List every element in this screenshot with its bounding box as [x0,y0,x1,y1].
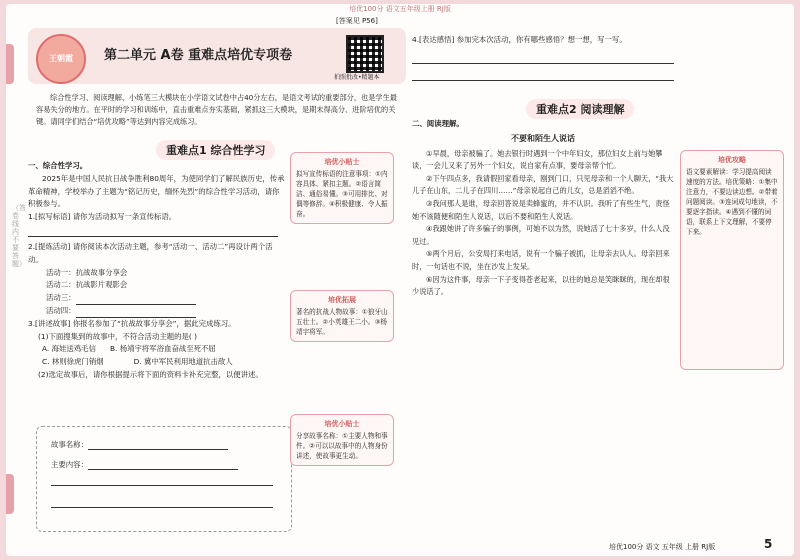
answer-line[interactable] [51,485,273,486]
answer-line[interactable] [51,507,273,508]
story-paragraph: ④我跟她讲了许多骗子的事例，可她不以为然，说她活了七十多岁，什么人没见过。 [412,224,670,246]
answer-line[interactable] [88,459,238,470]
question-2: 2.[提炼活动] 请你阅读本次活动主题，参考“活动一、活动二”再设计两个活动。 [28,241,273,264]
question-3b: (2)选定故事后，请你根据提示将下面的资料卡补充完整，以便讲述。 [38,369,263,379]
story-paragraph: ⑤两个月后，公安局打来电话，说有一个骗子被抓，让母亲去认人。母亲回来时，一句话也不说，坐在沙发上发呆。 [412,249,670,271]
part-heading: 一、综合性学习。 [28,161,88,170]
card-content-label: 主要内容： [51,460,88,469]
activity-2: 活动二：抗战影片观影会 [46,280,128,290]
footer-text: 培优100分 语文 五年级 上册 RJ版 [609,543,716,551]
right-column [412,34,674,81]
tip-card [290,152,394,224]
tip-title: 培优拓展 [328,296,356,304]
answer-line[interactable] [412,47,674,64]
question-3a: (1)下面搜集到的故事中，不符合活动主题的是( ) [38,331,198,341]
activity-4: 活动四： [46,305,76,315]
card-name-label: 故事名称： [51,440,88,449]
story-paragraph: ②下午四点多，我请假回家看母亲，刚到门口，只见母亲和一个人聊天，“我大儿子在山东，二儿子在四川……”母亲说起自己的儿女，总是滔滔不绝。 [412,173,674,196]
part-heading: 二、阅读理解。 [412,119,464,128]
activity-1: 活动一：抗战故事分享会 [46,267,128,277]
story-paragraph: ①早晨，母亲被骗了。她去银行时遇到一个中年妇女，那位妇女上前与她攀谈，一会儿又来了另外一个妇女，说自家有点事，要母亲帮个忙。 [412,148,663,171]
side-note: （答卷线内不要答题） [12,204,26,268]
brand-logo: 王朝霞 [36,34,86,84]
intro-text: 综合性学习、阅读理解、小练笔三大模块在小学语文试卷中占40分左右，是语文考试的重要部分，也是学生最容易失分的地方。在平时的学习和训练中，直击重难点夯实基础，紧抓这三大模块，是期末得高分、进阶培优的关键。请同学们结合“培优攻略”等达到内容完成练习。 [36,93,397,126]
page-number: 5 [764,537,773,551]
tip-card [290,290,394,342]
tip-title: 培优小贴士 [324,420,360,428]
section-title: 重难点2 阅读理解 [526,99,634,119]
tip-text: 语文要素解读：学习提高阅读速度的方法。培优策略：①集中注意力，不要边读边想。②带着问题阅读。③连词成句地读，不要逐字指读。④遇到不懂的词语，联系上下文理解，不要停下来。 [686,168,778,236]
question-1: 1.[拟写标语] 请你为活动拟写一条宣传标语。 [28,212,177,222]
exam-page [6,4,794,556]
story-paragraph: ③我问那人是谁，母亲回答说是卖蜂蜜的，并不认识。我听了有些生气，责怪她不该随便和陌生人说话，以后不要和陌生人说话。 [412,198,670,221]
activity-3: 活动三： [46,293,76,303]
story-card [36,426,292,532]
answer-line[interactable] [76,307,196,318]
tip-text: 拟写宣传标语的注意事项：①内容具体、紧扣主题。②语言简洁、通俗易懂。③可用排比、对偶等修辞。④积极健康、令人振奋。 [296,170,388,218]
reading-section [412,118,674,299]
strategy-card [680,150,784,370]
option-a[interactable]: A. 海娃送鸡毛信 [42,344,96,354]
top-header: 培优100分 语文五年级上册 RJ版 [349,5,451,13]
answer-line[interactable] [88,439,228,450]
option-d[interactable]: D. 冀中军民利用地道抗击敌人 [133,357,233,367]
page-title: 第二单元 A卷 重难点培优专项卷 [104,48,293,63]
question-3: 3.[讲述故事] 你报名参加了“抗战故事分享会”，据此完成练习。 [28,318,236,328]
question-4: 4.[表达感悟] 参加完本次活动，你有哪些感悟？想一想，写一写。 [412,35,627,44]
tip-text: 著名的抗战人物故事：①狼牙山五壮士。②小英雄王二小。③杨靖宇将军。 [296,308,388,336]
title-banner [28,28,406,84]
option-b[interactable]: B. 杨靖宇将军浴血奋战至死不屈 [109,344,216,354]
qr-label: 拍照批改•精题本 [334,74,380,81]
story-title: 不要和陌生人说话 [511,133,575,143]
answer-line[interactable] [412,64,674,81]
qr-code-icon[interactable] [346,35,384,73]
binding-tab [6,44,14,84]
binding-tab [6,474,14,514]
tip-title: 培优小贴士 [324,158,360,166]
tip-card [290,414,394,466]
part-paragraph: 2025年是中国人民抗日战争胜利80周年，为使同学们了解民族历史，传承革命精神，学校举办了主题为“铭记历史，缅怀先烈”的综合性学习活动，请你积极参与。 [28,173,285,209]
answer-line[interactable] [76,294,196,305]
answer-line[interactable] [28,224,278,237]
tip-title: 培优攻略 [718,156,746,164]
tip-text: 分享故事名称：①主要人物和事件。②可以以故事中的人物身份讲述，使故事更生动。 [296,432,388,460]
answer-ref: [答案见 P56] [336,17,378,25]
section-title: 重难点1 综合性学习 [156,140,275,160]
story-paragraph: ⑥因为这件事，母亲一下子变得苍老起来，以往的她总是笑眯眯的，现在却很少说话了。 [412,274,670,297]
option-c[interactable]: C. 林则徐虎门销烟 [42,357,104,367]
